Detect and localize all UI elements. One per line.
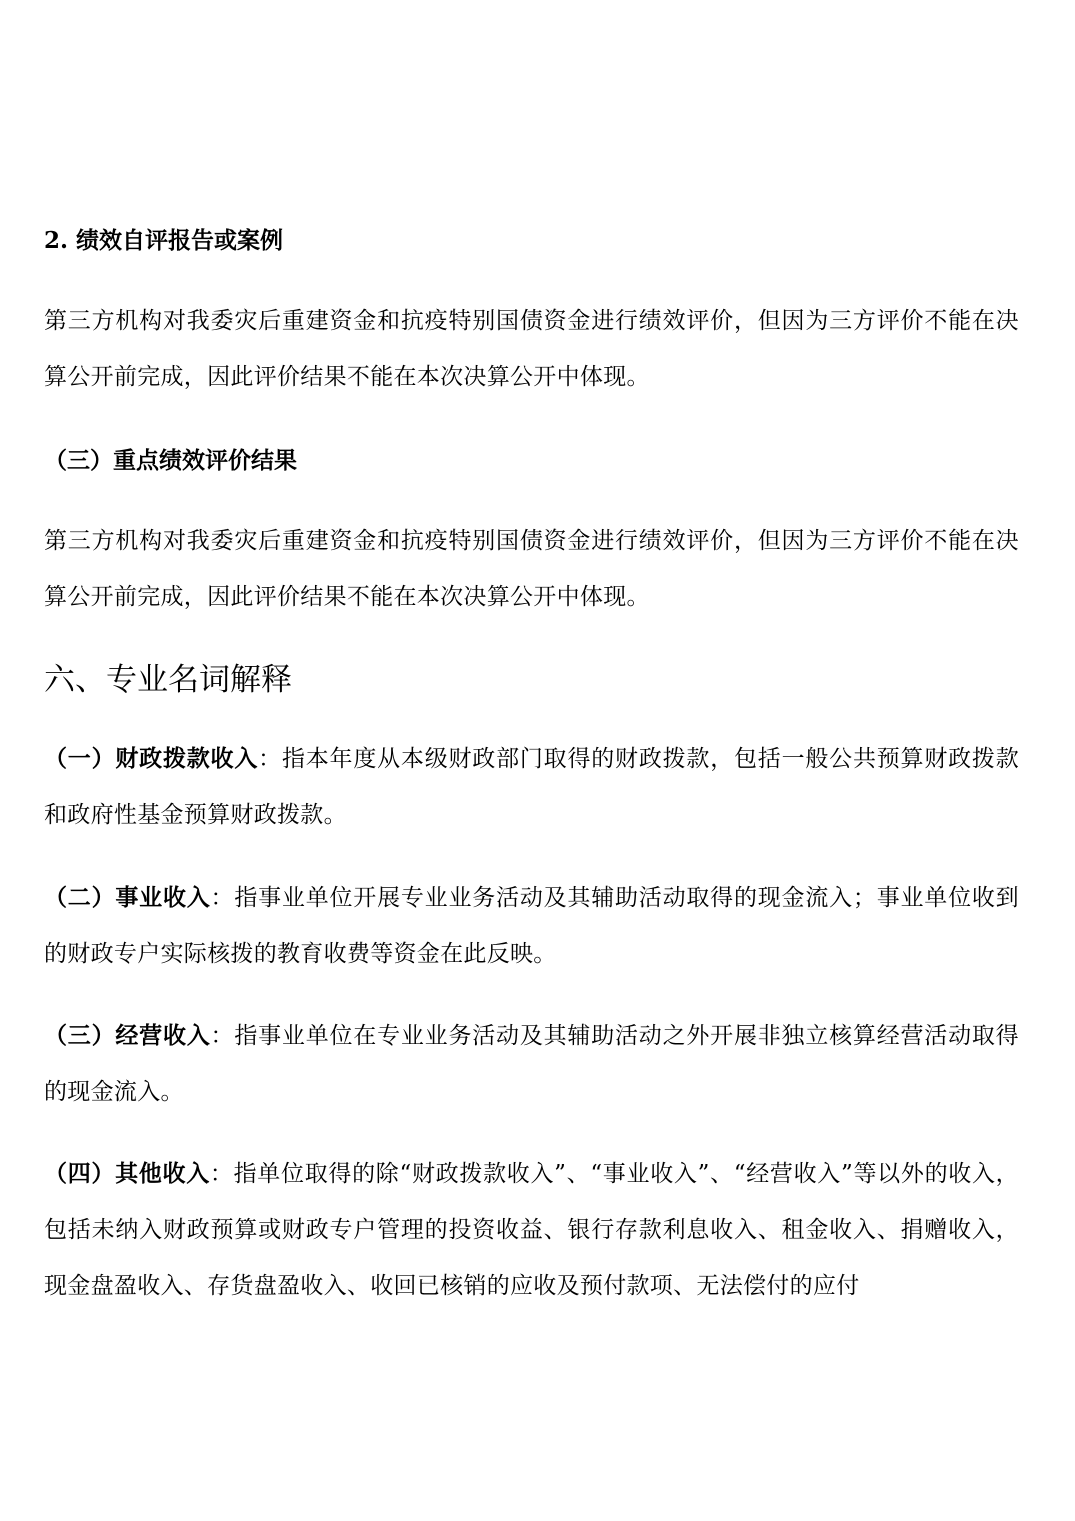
definition-text: 指事业单位在专业业务活动及其辅助活动之外开展非独立核算经营活动取得的现金流入。 — [44, 1023, 1019, 1105]
paragraph-key-performance-results: 第三方机构对我委灾后重建资金和抗疫特别国债资金进行绩效评价，但因为三方评价不能在决算公开前完成，因此评价结果不能在本次决算公开中体现。 — [44, 528, 1019, 610]
definition-colon: ： — [210, 885, 235, 911]
definition-term: （四）其他收入 — [44, 1160, 210, 1187]
paragraph-self-evaluation: 第三方机构对我委灾后重建资金和抗疫特别国债资金进行绩效评价，但因为三方评价不能在决算公开前完成，因此评价结果不能在本次决算公开中体现。 — [44, 308, 1019, 390]
definition-fiscal-appropriation-income — [44, 731, 1019, 843]
definition-colon: ： — [258, 746, 282, 772]
definition-text: 指单位取得的除“财政拨款收入”、“事业收入”、“经营收入”等以外的收入，包括未纳入财政预算或财政专户管理的投资收益、银行存款利息收入、租金收入、捐赠收入，现金盘盈收入、存货盘盈收入、收回已核销的应收及预付款项、无法偿付的应付 — [44, 1161, 1019, 1299]
definition-colon: ： — [210, 1023, 235, 1049]
definition-colon: ： — [209, 1161, 234, 1187]
section-title-terminology: 六、专业名词解释 — [44, 662, 292, 698]
definition-other-income — [44, 1146, 1019, 1314]
definition-term: （一）财政拨款收入 — [44, 745, 259, 772]
definition-operating-income — [44, 1008, 1019, 1120]
definition-term: （三）经营收入 — [44, 1022, 211, 1049]
definition-text: 指事业单位开展专业业务活动及其辅助活动取得的现金流入；事业单位收到的财政专户实际核拨的教育收费等资金在此反映。 — [44, 885, 1019, 967]
definition-text: 指本年度从本级财政部门取得的财政拨款，包括一般公共预算财政拨款和政府性基金预算财政拨款。 — [44, 746, 1019, 828]
definition-business-income — [44, 870, 1019, 982]
heading-key-performance-results: （三）重点绩效评价结果 — [44, 447, 297, 474]
definition-term: （二）事业收入 — [44, 884, 211, 911]
heading-performance-self-evaluation: 2. 绩效自评报告或案例 — [44, 227, 284, 254]
